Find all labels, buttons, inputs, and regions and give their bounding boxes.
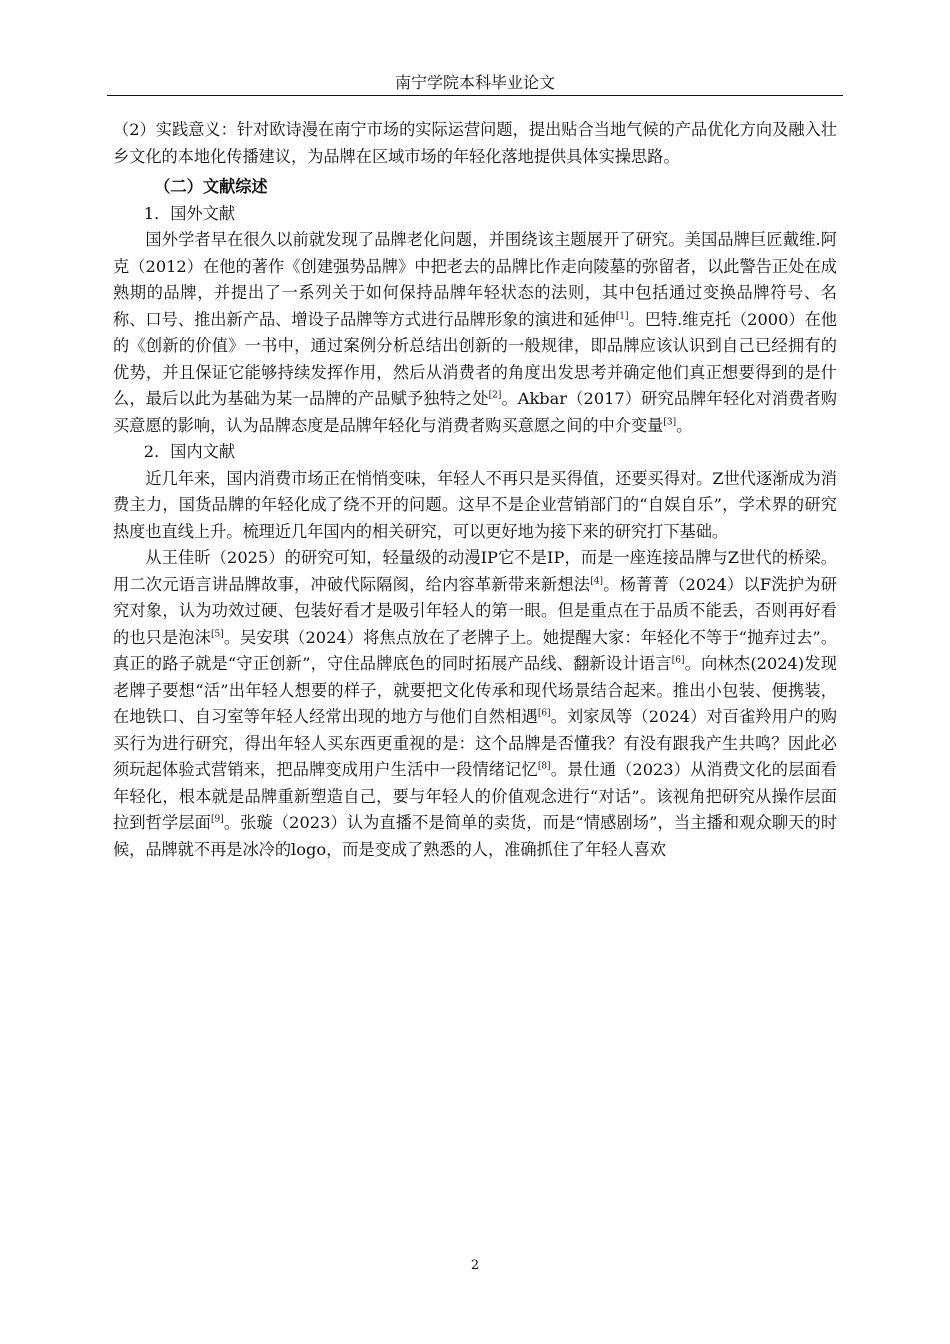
- subheading-foreign-literature: 1．国外文献: [143, 203, 236, 223]
- paragraph-text: 国外学者早在很久以前就发现了品牌老化问题，并围绕该主题展开了研究。美国品牌巨匠戴维.阿克（2012）在他的著作《创建强势品牌》中把老去的品牌比作走向陵墓的弥留者，以此警告正处在成熟期的品牌，并提出了一系列关于如何保持品牌年轻状态的法则，其中包括通过变换品牌符号、名称、口号、推出新产品、增设子品牌等方式进行品牌形象的演进和延伸: [113, 230, 837, 329]
- paragraph-text: 。刘家凤等（2024）对百雀羚用户的购买行为进行研究，得出年轻人买东西更重视的是：这个品牌是否懂我？有没有跟我产生共鸣？因此必须玩起体验式营销来，把品牌变成用户生活中一段情绪记忆: [113, 707, 837, 779]
- citation-ref-6: [6]: [671, 655, 685, 666]
- foreign-literature-paragraph: [113, 227, 837, 439]
- citation-ref-1: [1]: [615, 311, 629, 322]
- paragraph-text: 。张璇（2023）认为直播不是简单的卖货，而是“情感剧场”，当主播和观众聊天的时候，品牌就不再是冰冷的logo，而是变成了熟悉的人，准确抓住了年轻人喜欢: [113, 813, 838, 859]
- domestic-intro-paragraph: 近几年来，国内消费市场正在悄悄变味，年轻人不再只是买得值，还要买得对。Z世代逐渐成为消费主力，国货品牌的年轻化成了绕不开的问题。这早不是企业营销部门的“自娱自乐”，学术界的研究热度也直线上升。梳理近几年国内的相关研究，可以更好地为接下来的研究打下基础。: [113, 468, 837, 541]
- section-heading-literature-review: （二）文献综述: [154, 177, 268, 196]
- domestic-studies-paragraph: [113, 545, 837, 863]
- paragraph-text: 。巴特.维克托（2000）在他的《创新的价值》一书中，通过案例分析总结出创新的一般规律，即品牌应该认识到自己已经拥有的优势，并且保证它能够持续发挥作用，然后从消费者的角度出发思考并确定他们真正想要得到的是什么，最后以此为基础为某一品牌的产品赋予独特之处: [113, 309, 838, 408]
- subheading-domestic-literature: 2．国内文献: [143, 442, 236, 461]
- citation-ref-6b: [6]: [537, 708, 551, 719]
- citation-ref-8: [8]: [537, 761, 551, 772]
- citation-ref-4: [4]: [590, 576, 603, 587]
- document-body: [113, 117, 837, 863]
- paragraph-text: 。吴安琪（2024）将焦点放在了老牌子上。她提醒大家：年轻化不等于“抛弃过去”。真正的路子就是“守正创新”，守住品牌底色的同时拓展产品线、翻新设计语言: [113, 627, 838, 673]
- practical-significance-paragraph: （2）实践意义：针对欧诗漫在南宁市场的实际运营问题，提出贴合当地气候的产品优化方向及融入壮乡文化的本地化传播建议，为品牌在区域市场的年轻化落地提供具体实操思路。: [113, 120, 837, 166]
- citation-ref-2: [2]: [488, 390, 502, 401]
- header-rule: [107, 95, 843, 96]
- paragraph-text: 。杨菁菁（2024）以F洗护为研究对象，认为功效过硬、包装好看才是吸引年轻人的第一眼。但是重点在于品质不能丢，否则再好看的也只是泡沫: [113, 574, 837, 647]
- paragraph-text: 。向林杰(2024)发现老牌子要想“活”出年轻人想要的样子，就要把文化传承和现代场景结合起来。推出小包装、便携装，在地铁口、自习室等年轻人经常出现的地方与他们自然相遇: [113, 654, 837, 726]
- paragraph-text: 从王佳昕（2025）的研究可知，轻量级的动漫IP它不是IP，而是一座连接品牌与Z世代的桥梁。用二次元语言讲品牌故事，冲破代际隔阂，给内容革新带来新想法: [113, 548, 837, 594]
- page-number: 2: [470, 1258, 480, 1273]
- page-header: 南宁学院本科毕业论文: [394, 73, 555, 92]
- citation-ref-3: [3]: [663, 417, 677, 428]
- paragraph-text: 。景仕通（2023）从消费文化的层面看年轻化，根本就是品牌重新塑造自己，要与年轻人的价值观念进行“对话”。该视角把研究从操作层面拉到哲学层面: [113, 760, 837, 832]
- citation-ref-5: [5]: [210, 629, 224, 640]
- citation-ref-9: [9]: [210, 814, 224, 825]
- paragraph-text: 。: [676, 415, 693, 435]
- paragraph-text: 。Akbar（2017）研究品牌年轻化对消费者购买意愿的影响，认为品牌态度是品牌年轻化与消费者购买意愿之间的中介变量: [113, 389, 837, 435]
